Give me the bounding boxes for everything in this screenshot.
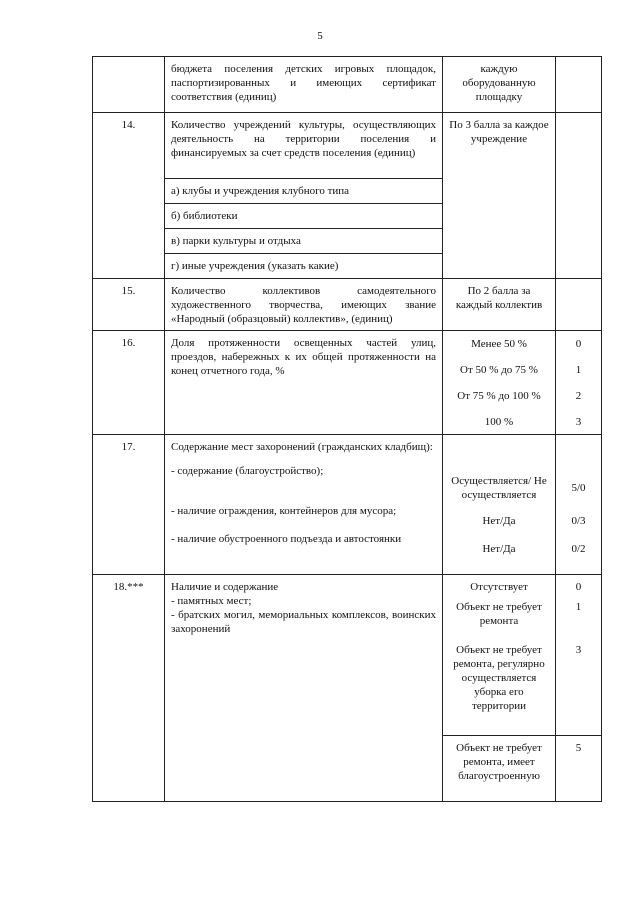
row-number-cell: [93, 575, 165, 802]
criterion-absent: Отсутствует: [470, 581, 528, 593]
row-criterion-cell: [443, 113, 556, 279]
row-number-cell: [93, 331, 165, 435]
row-description: бюджета поселения детских игровых площадок, паспортизированных и имеющих сертификат соответствия (единиц): [171, 63, 436, 103]
item-mass-graves: - братских могил, мемориальных комплексов, воинских захоронений: [171, 609, 436, 635]
row-criterion-cell: [443, 331, 556, 435]
points-value: 1: [575, 364, 582, 376]
page-number: 5: [317, 30, 323, 42]
row-number-cell: [93, 435, 165, 575]
criterion-75-100: От 75 % до 100 %: [457, 390, 541, 402]
row-points-cell: [556, 57, 602, 113]
criterion-maintenance: Осуществляется/ Не осуществляется: [451, 475, 547, 501]
points-value: 0: [575, 338, 582, 350]
item-fencing: - наличие ограждения, контейнеров для мусора;: [171, 505, 397, 517]
row-number: 15.: [121, 285, 136, 297]
points-value: 2: [575, 390, 582, 402]
criterion-below-50: Менее 50 %: [471, 338, 527, 350]
points-value: 0/2: [571, 543, 586, 555]
points-value: 5: [556, 735, 601, 796]
row-number-cell: [93, 113, 165, 279]
criterion-100: 100 %: [484, 416, 514, 428]
row-number: 14.: [121, 119, 136, 131]
row-description: Количество коллективов самодеятельного художественного творчества, имеющих звание «Народный (образцовый) коллектив», (единиц): [171, 285, 436, 325]
criteria-table: [92, 56, 602, 802]
row-number: 17.: [121, 441, 136, 453]
subitem-clubs: а) клубы и учреждения клубного типа: [165, 178, 442, 203]
points-value: 3: [575, 644, 582, 656]
criterion-parking: Нет/Да: [482, 543, 516, 555]
row-criterion-cell: [443, 435, 556, 575]
table-row-17: [93, 435, 602, 575]
row-number-cell: [93, 279, 165, 331]
criterion-no-repair: Объект не требует ремонта: [456, 601, 542, 627]
row-number: 18.***: [113, 581, 144, 593]
row-description: Содержание мест захоронений (гражданских кладбищ):: [171, 441, 433, 453]
points-value: 3: [575, 416, 582, 428]
table-row-18: [93, 575, 602, 802]
row-description-cell: [165, 331, 443, 435]
points-value: 0: [575, 581, 582, 593]
row-criterion: каждую оборудованную площадку: [462, 63, 536, 103]
row-description-cell: [165, 575, 443, 802]
row-description-cell: [165, 435, 443, 575]
item-memorial-places: - памятных мест;: [171, 595, 252, 607]
row-criterion-cell: [443, 279, 556, 331]
row-criterion: По 3 балла за каждое учреждение: [449, 119, 549, 145]
row-description-title: Наличие и содержание: [171, 581, 279, 593]
row-description-cell: [165, 113, 443, 279]
row-description-cell: [165, 57, 443, 113]
row-points-cell: [556, 331, 602, 435]
row-number-cell: [93, 57, 165, 113]
row-points-cell: [556, 113, 602, 279]
row-number: 16.: [121, 337, 136, 349]
row-description: Количество учреждений культуры, осуществляющих деятельность на территории поселения и финансируемых за счет средств поселения (единиц): [171, 119, 436, 159]
item-parking: - наличие обустроенного подъезда и автостоянки: [171, 533, 402, 545]
table-row-15: [93, 279, 602, 331]
row-criterion: По 2 балла за каждый коллектив: [455, 285, 543, 311]
criterion-no-repair-landscaped: Объект не требует ремонта, имеет благоустроенную: [443, 735, 555, 796]
points-value: 5/0: [571, 482, 586, 494]
row-points-cell: [556, 279, 602, 331]
table-row-continuation: [93, 57, 602, 113]
item-maintenance: - содержание (благоустройство);: [171, 465, 324, 477]
subitem-libraries: б) библиотеки: [165, 203, 442, 228]
criterion-fencing: Нет/Да: [482, 515, 516, 527]
points-value: 1: [575, 601, 582, 613]
criterion-50-75: От 50 % до 75 %: [460, 364, 538, 376]
points-value: 0/3: [571, 515, 586, 527]
row-points-cell: [556, 575, 602, 802]
row-criterion-cell: [443, 575, 556, 802]
table-row-16: [93, 331, 602, 435]
table-row-14: [93, 113, 602, 279]
row-description: Доля протяженности освещенных частей улиц, проездов, набережных к их общей протяженности на конец отчетного года, %: [171, 337, 436, 377]
subitem-other: г) иные учреждения (указать какие): [165, 253, 442, 278]
row-points-cell: [556, 435, 602, 575]
criterion-no-repair-cleaning: Объект не требует ремонта, регулярно осуществляется уборка его территории: [453, 644, 545, 712]
row-description-cell: [165, 279, 443, 331]
row-criterion-cell: [443, 57, 556, 113]
subitem-parks: в) парки культуры и отдыха: [165, 228, 442, 253]
